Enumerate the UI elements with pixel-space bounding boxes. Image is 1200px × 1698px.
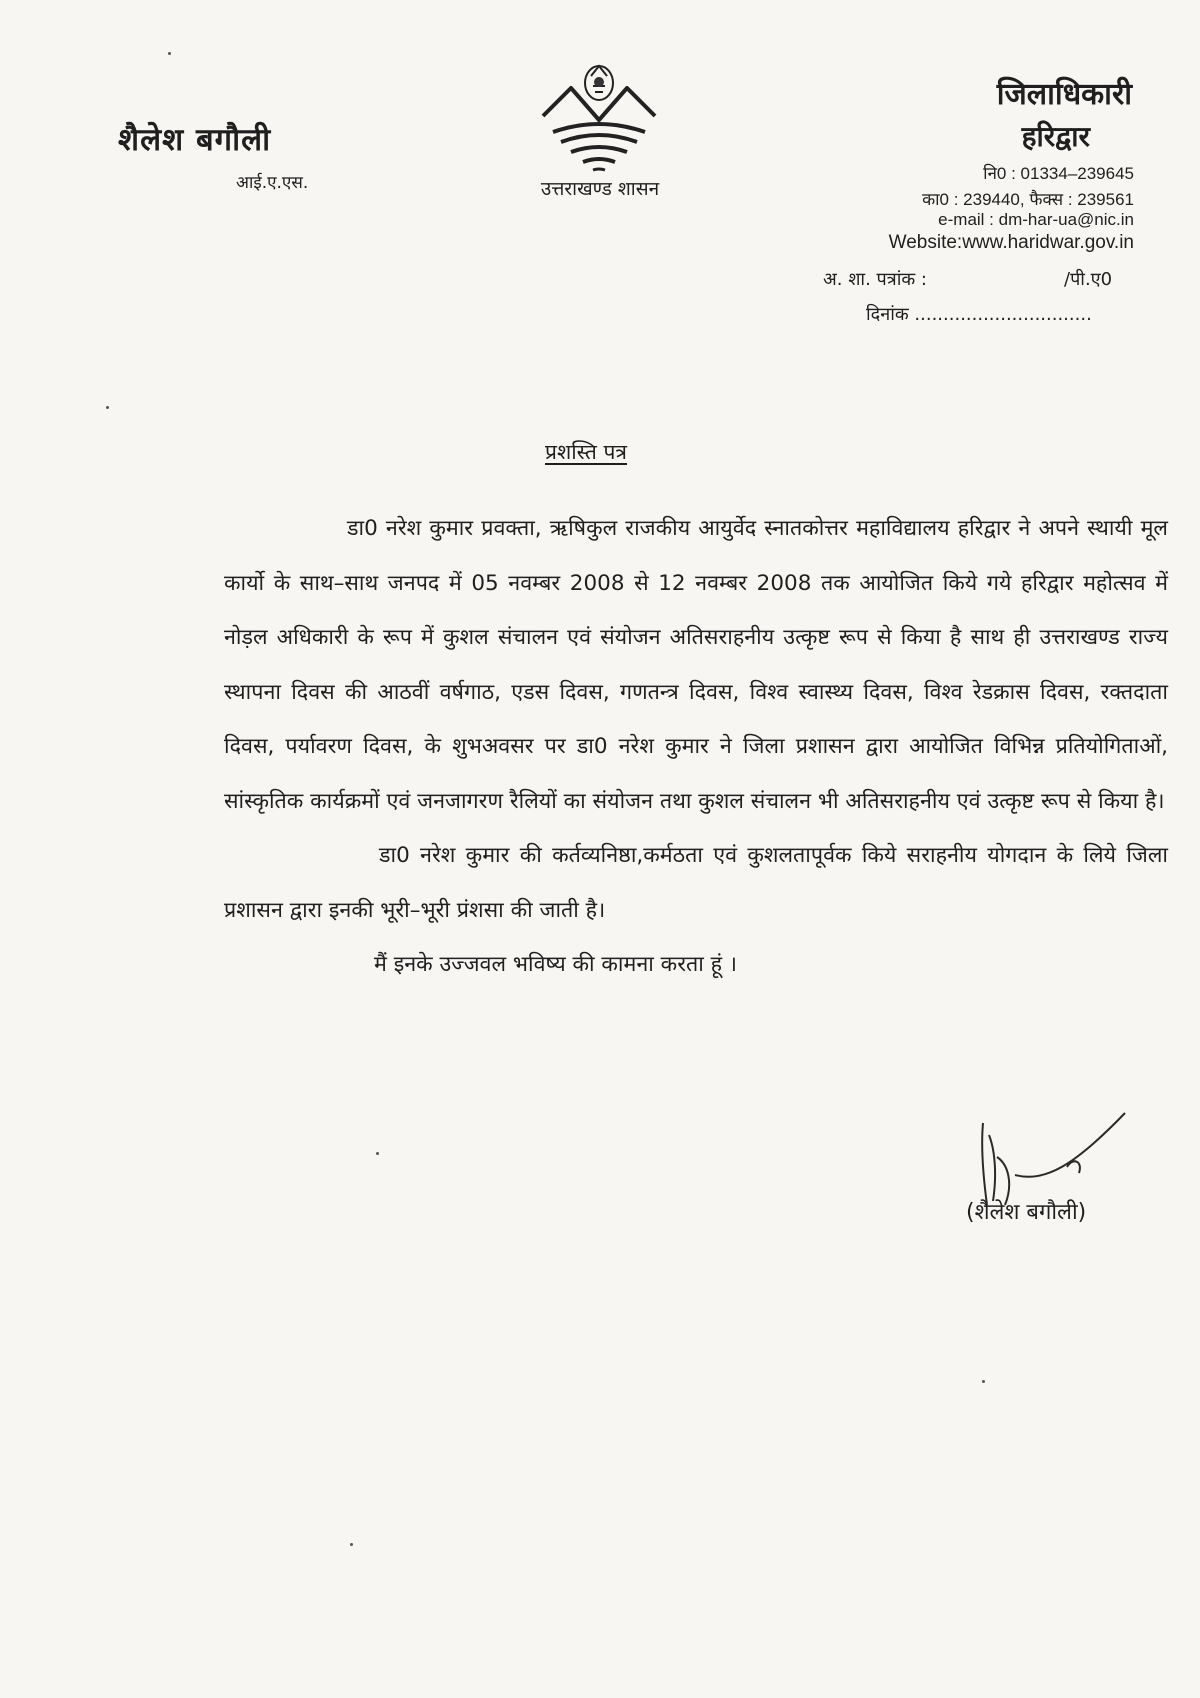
phone-residence: नि0 : 01334–239645 [983,164,1134,183]
reference-label: अ. शा. पत्रांक : [823,269,927,290]
date-label: दिनांक ............................... [866,304,1092,325]
sender-rank: आई.ए.एस. [236,173,309,193]
body-paragraph: मैं इनके उज्जवल भविष्य की कामना करता हूं । [374,952,738,977]
scan-speck [982,1380,985,1383]
document-title: प्रशस्ति पत्र [545,440,628,464]
emblem-caption: उत्तराखण्ड शासन [540,178,660,200]
office-title: जिलाधिकारी [996,77,1132,112]
website-address: Website:www.haridwar.gov.in [888,232,1134,253]
phone-office-fax: का0 : 239440, फैक्स : 239561 [922,190,1134,209]
body-paragraph: डा0 नरेश कुमार प्रवक्ता, ऋषिकुल राजकीय आयुर्वेद स्नातकोत्तर महाविद्यालय हरिद्वार ने अपने स्थायी मूल कार्यो के साथ–साथ जनपद में 05 नवम्बर 2008 से 12 नवम्बर 2008 तक आयोजित किये गये हरिद्वार महोत्सव में नोड़ल अधिकारी के रूप में कुशल संचालन एवं संयोजन अतिसराहनीय उत्कृष्ट रूप से किया है साथ ही उत्तराखण्ड राज्य स्थापना दिवस की आठवीं वर्षगाठ, एडस दिवस, गणतन्त्र दिवस, विश्व स्वास्थ्य दिवस, विश्व रेडक्रास दिवस, रक्तदाता दिवस, पर्यावरण दिवस, के शुभअवसर पर डा0 नरेश कुमार ने जिला प्रशासन द्वारा आयोजित विभिन्न प्रतियोगिताओं, सांस्कृतिक कार्यक्रमों एवं जनजागरण रैलियों का संयोजन तथा कुशल संचालन भी अतिसराहनीय एवं उत्कृष्ट रूप से किया है। [224,516,1168,814]
scan-speck [376,1152,379,1155]
scan-speck [350,1543,353,1546]
letter-body [224,502,1168,993]
sender-name: शैलेश बगौली [118,122,272,158]
office-place: हरिद्वार [1021,120,1090,153]
reference-suffix: /पी.ए0 [1064,269,1113,290]
body-paragraph: डा0 नरेश कुमार की कर्तव्यनिष्ठा,कर्मठता एवं कुशलतापूर्वक किये सराहनीय योगदान के लिये जिला प्रशासन द्वारा इनकी भूरी–भूरी प्रंशसा की जाती है। [224,843,1168,923]
scan-speck [106,406,109,409]
email-address: e-mail : dm-har-ua@nic.in [938,210,1134,229]
scan-speck [168,52,171,55]
uttarakhand-emblem-icon [535,58,663,176]
signatory-name: (शैलेश बगौली) [966,1200,1087,1225]
